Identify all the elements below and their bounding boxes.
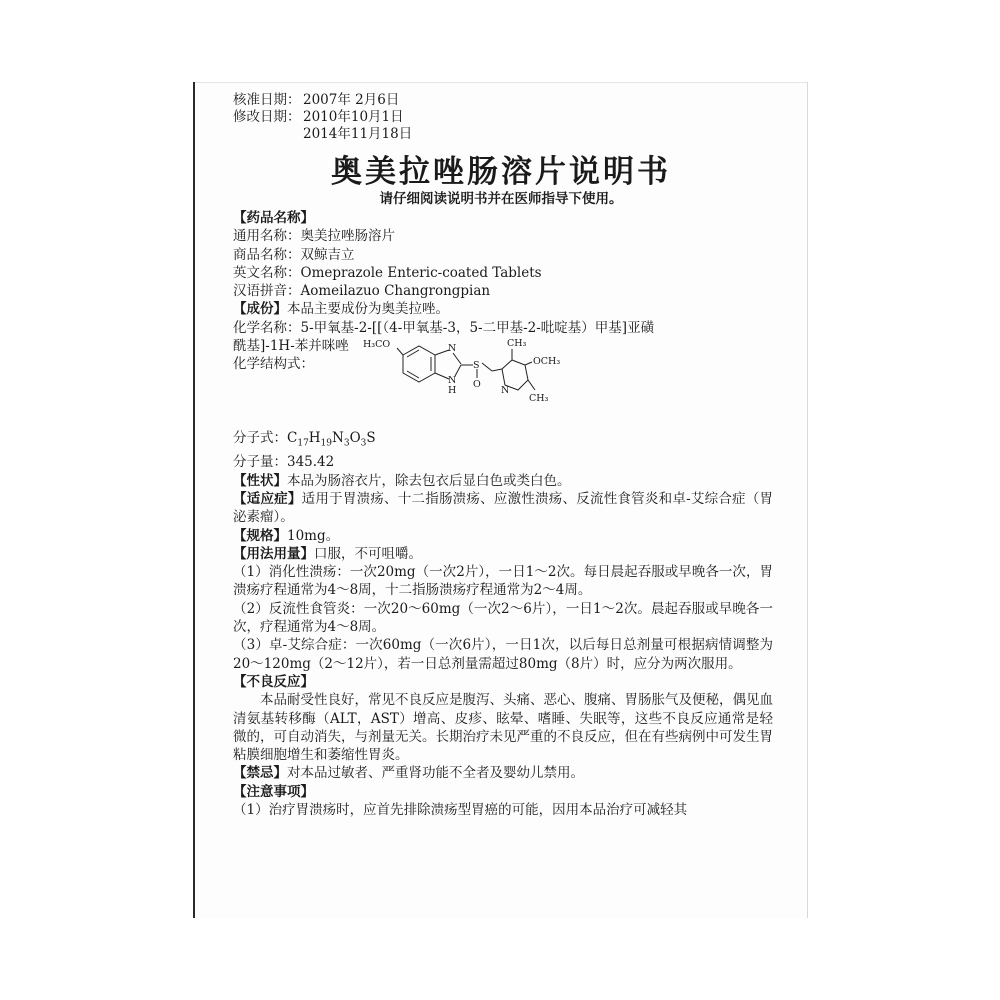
- omeprazole-structure-diagram: [361, 335, 591, 425]
- date-block: [233, 92, 412, 143]
- adverse-text: 本品耐受性良好，常见不良反应是腹泻、头痛、恶心、腹痛、胃肠胀气及便秘，偶见血清氨基转移酶（ALT，AST）增高、皮疹、眩晕、嗜睡、失眠等，这些不良反应通常是轻微的，可自动消失，与剂量无关。长期治疗未见严重的不良反应，但在有些病例中可发生胃粘膜细胞增生和萎缩性胃炎。: [233, 692, 773, 764]
- generic-name: 通用名称：奥美拉唑肠溶片: [233, 228, 395, 245]
- molecular-weight: 分子量：345.42: [233, 454, 335, 471]
- revision-date-row: [233, 109, 412, 126]
- pyridine-n-label: N: [501, 385, 510, 397]
- document-body: [233, 209, 773, 819]
- sulfoxide-oxygen-label: O: [473, 379, 481, 391]
- scan-edge: [195, 82, 807, 83]
- sulfur-label: S: [473, 360, 480, 372]
- contraindications-paragraph: [233, 764, 773, 782]
- formula-n-count: 3: [343, 439, 350, 450]
- dosage-text: 口服，不可咀嚼。: [314, 545, 422, 562]
- document-subtitle: 请仔细阅读说明书并在医师指导下使用。: [379, 191, 623, 207]
- nh-hydrogen-label: H: [448, 385, 457, 397]
- dosage-paragraph: [233, 545, 773, 563]
- approval-date-value: 2007年 2月6日: [303, 92, 400, 108]
- formula-n: N: [332, 430, 344, 447]
- specification-heading: 【规格】: [233, 527, 287, 544]
- indications-heading: 【适应症】: [233, 490, 302, 507]
- composition-heading: 【成份】: [233, 301, 287, 318]
- molecular-formula-label: 分子式：: [233, 430, 287, 447]
- structure-atom-labels: [363, 338, 560, 404]
- specification-text: 10mg。: [287, 527, 340, 544]
- composition-paragraph: [233, 300, 773, 318]
- contraindications-heading: 【禁忌】: [233, 765, 287, 782]
- methyl-top-label: CH₃: [507, 338, 527, 350]
- methyl-bottom-label: CH₃: [529, 393, 549, 405]
- dosage-item-2: （2）反流性食管炎：一次20～60mg（一次2～6片），一日1～2次。晨起吞服或早晚各一次，疗程通常为4～8周。: [233, 600, 773, 636]
- revision-date-label: 修改日期：: [233, 109, 301, 125]
- structure-label: 化学结构式：: [233, 356, 314, 373]
- dosage-item-3: （3）卓-艾综合症：一次60mg（一次6片），一日1次，以后每日总剂量可根据病情调整为20～120mg（2～12片），若一日总剂量需超过80mg（8片）时，应分为两次服用。: [233, 637, 773, 672]
- formula-c-count: 17: [297, 439, 309, 450]
- n-top-label: N: [448, 343, 457, 355]
- drug-name-heading: 【药品名称】: [233, 210, 314, 226]
- chemical-name-line-1: 化学名称：5-甲氧基-2-[[（4-甲氧基-3，5-二甲基-2-吡啶基）甲基]亚磺: [233, 319, 655, 336]
- molecular-formula: [233, 429, 773, 453]
- n-bottom-label: N: [448, 375, 457, 387]
- pinyin-name: 汉语拼音：Aomeilazuo Changrongpian: [233, 283, 491, 300]
- dosage-item-1: （1）消化性溃疡：一次20mg（一次2片），一日1～2次。每日晨起吞服或早晚各一次，胃溃疡疗程通常为4～8周，十二指肠溃疡疗程通常为2～4周。: [233, 564, 773, 599]
- chemical-name-line-2: 酰基]-1H-苯并咪唑: [233, 338, 349, 355]
- formula-s: S: [366, 430, 376, 447]
- appearance-heading: 【性状】: [233, 472, 287, 489]
- appearance-text: 本品为肠溶衣片，除去包衣后显白色或类白色。: [287, 472, 571, 489]
- revision-date-value-2: 2014年11月18日: [303, 126, 413, 142]
- formula-o-count: 3: [360, 439, 367, 450]
- leaflet-page: [193, 82, 808, 918]
- formula-c: C: [287, 430, 298, 447]
- structure-bonds: [397, 346, 535, 390]
- revision-date-value-1: 2010年10月1日: [303, 109, 404, 125]
- methoxy-left-label: H₃CO: [363, 339, 391, 351]
- approval-date-row: [233, 92, 412, 109]
- document-title: 奥美拉唑肠溶片说明书: [331, 154, 671, 190]
- methoxy-right-label: OCH₃: [533, 356, 561, 368]
- dosage-heading: 【用法用量】: [233, 545, 314, 562]
- indications-text: 适用于胃溃疡、十二指肠溃疡、应激性溃疡、反流性食管炎和卓-艾综合症（胃泌素瘤）。: [233, 490, 774, 526]
- english-name: 英文名称：Omeprazole Enteric-coated Tablets: [233, 264, 542, 281]
- indications-paragraph: [233, 490, 773, 527]
- formula-h-count: 19: [320, 439, 333, 450]
- trade-name: 商品名称：双鲸吉立: [233, 246, 355, 263]
- formula-h: H: [308, 430, 321, 447]
- formula-o: O: [349, 430, 361, 447]
- composition-text: 本品主要成份为奥美拉唑。: [287, 301, 449, 318]
- specification-paragraph: [233, 527, 773, 545]
- approval-date-label: 核准日期：: [233, 92, 301, 108]
- precautions-item-1: （1）治疗胃溃疡时，应首先排除溃疡型胃癌的可能，因用本品治疗可减轻其: [233, 802, 688, 818]
- adverse-heading: 【不良反应】: [233, 673, 314, 690]
- precautions-heading: 【注意事项】: [233, 783, 314, 800]
- contraindications-text: 对本品过敏者、严重肾功能不全者及婴幼儿禁用。: [287, 765, 584, 782]
- appearance-paragraph: [233, 472, 773, 490]
